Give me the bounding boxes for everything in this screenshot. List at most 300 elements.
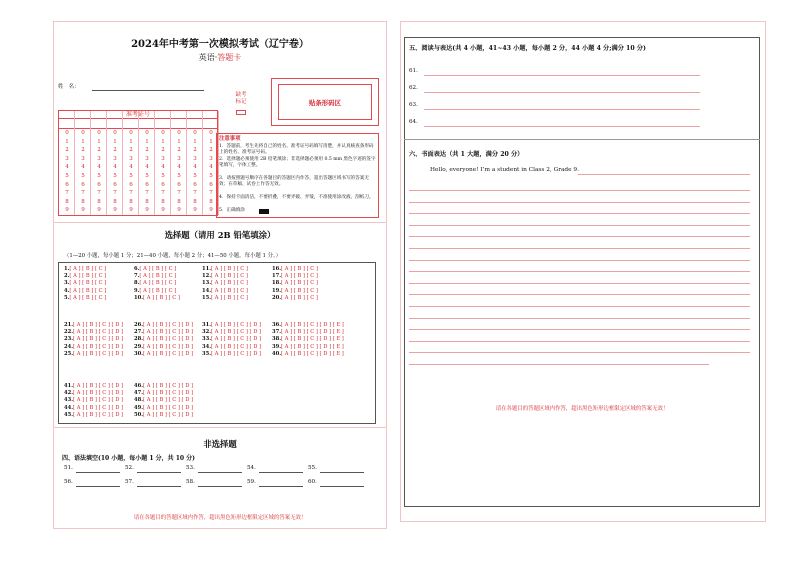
question-number: 16. bbox=[272, 266, 282, 272]
exam-number-bubble[interactable]: 7 bbox=[81, 190, 85, 197]
exam-number-bubble[interactable]: 8 bbox=[113, 198, 117, 205]
answer-options[interactable]: [ A ] [ B ] [ C ] [ D ] bbox=[211, 322, 262, 328]
answer-options[interactable]: [ A ] [ B ] [ C ] [ D ] bbox=[143, 390, 194, 397]
exam-number-bubble[interactable]: 6 bbox=[129, 181, 133, 188]
exam-number-bubble[interactable]: 2 bbox=[81, 147, 85, 154]
exam-number-bubble[interactable]: 3 bbox=[129, 155, 133, 162]
choice-instructions: （1—20 小题，每小题 1 分；21—40 小题，每小题 2 分；41—50 小题，每小题 1 分。） bbox=[64, 253, 282, 259]
exam-number-column bbox=[171, 111, 187, 215]
name-label: 姓 名： bbox=[58, 84, 80, 90]
exam-number-bubble[interactable]: 7 bbox=[145, 190, 149, 197]
question-number: 31. bbox=[202, 322, 212, 328]
choice-question[interactable] bbox=[134, 351, 193, 357]
choice-question[interactable] bbox=[64, 405, 123, 411]
missing-exam-mark-label: 缺考标记 bbox=[235, 92, 247, 105]
question-number: 43. bbox=[64, 397, 74, 404]
answer-options[interactable]: [ A ] [ B ] [ C ] [ D ] bbox=[143, 411, 194, 418]
exam-number-bubble[interactable]: 2 bbox=[193, 147, 197, 154]
choice-question[interactable] bbox=[134, 390, 193, 396]
question-number: 25. bbox=[64, 350, 74, 357]
question-number: 5. bbox=[64, 294, 70, 301]
exam-number-bubble[interactable]: 9 bbox=[129, 207, 133, 214]
choice-question[interactable] bbox=[64, 295, 106, 301]
question-number: 27. bbox=[134, 329, 144, 336]
answer-options[interactable]: [ A ] [ B ] [ C ] [ D ] bbox=[211, 336, 262, 343]
choice-question[interactable] bbox=[202, 295, 248, 301]
grammar-blank-input[interactable] bbox=[320, 472, 364, 473]
question-number: 12. bbox=[202, 273, 212, 280]
exam-number-bubble[interactable]: 9 bbox=[145, 207, 149, 214]
grammar-blank-input[interactable] bbox=[76, 472, 120, 473]
exam-number-bubble[interactable]: 8 bbox=[129, 198, 133, 205]
choice-question[interactable] bbox=[202, 336, 261, 342]
answer-options[interactable]: [ A ] [ B ] [ C ] [ D ] bbox=[73, 329, 124, 336]
answer-options[interactable]: [ A ] [ B ] [ C ] [ D ] bbox=[143, 350, 194, 357]
question-number: 15. bbox=[202, 294, 212, 301]
grammar-blank-number: 55. bbox=[308, 465, 317, 471]
essay-line[interactable] bbox=[409, 202, 750, 203]
exam-number-bubble[interactable]: 6 bbox=[97, 181, 101, 188]
exam-number-bubble[interactable]: 2 bbox=[129, 147, 133, 154]
answer-options[interactable]: [ A ] [ B ] [ C ] bbox=[281, 294, 318, 301]
exam-number-bubble[interactable]: 4 bbox=[113, 164, 117, 171]
essay-line[interactable] bbox=[409, 236, 750, 237]
exam-number-bubble[interactable]: 1 bbox=[145, 138, 149, 145]
exam-number-bubble[interactable]: 4 bbox=[177, 164, 181, 171]
answer-options[interactable]: [ A ] [ B ] [ C ] bbox=[211, 287, 248, 294]
exam-number-bubble[interactable]: 0 bbox=[129, 130, 133, 136]
choice-question[interactable] bbox=[272, 288, 318, 294]
answer-options[interactable]: [ A ] [ B ] [ C ] bbox=[139, 266, 177, 272]
exam-number-bubble[interactable]: 0 bbox=[97, 130, 101, 136]
choice-question[interactable] bbox=[134, 397, 193, 403]
exam-number-bubble[interactable]: 1 bbox=[193, 138, 197, 145]
subject-label: 英语 bbox=[198, 53, 215, 62]
exam-number-bubble[interactable]: 0 bbox=[81, 130, 85, 136]
right-warning: 请在各题目的答题区域内作答，超出黑色矩形边框限定区域的答案无效！ bbox=[495, 406, 669, 412]
answer-options[interactable]: [ A ] [ B ] [ C ] [ D ] [ E ] bbox=[281, 336, 344, 343]
essay-line[interactable] bbox=[578, 174, 750, 175]
choice-question[interactable] bbox=[134, 336, 193, 342]
choice-question[interactable] bbox=[64, 273, 106, 279]
choice-question[interactable] bbox=[134, 266, 176, 272]
grammar-blank-number: 58. bbox=[186, 479, 195, 485]
question-number: 26. bbox=[134, 322, 144, 328]
question-number: 35. bbox=[202, 350, 212, 357]
reading-answer-input[interactable] bbox=[424, 92, 700, 93]
choice-question[interactable] bbox=[64, 390, 123, 396]
exam-number-column bbox=[139, 111, 155, 215]
exam-number-bubble[interactable]: 5 bbox=[193, 173, 197, 179]
exam-number-bubble[interactable]: 5 bbox=[113, 173, 117, 179]
question-number: 47. bbox=[134, 390, 144, 397]
choice-question[interactable] bbox=[272, 351, 344, 357]
exam-number-bubble[interactable]: 8 bbox=[177, 198, 181, 205]
notes-item-4: 4．保持卡面清洁，不要折叠，不要弄破、弄皱，不准使用涂改液、刮纸刀。 bbox=[219, 195, 374, 200]
question-number: 4. bbox=[64, 287, 70, 294]
answer-options[interactable]: [ A ] [ B ] [ C ] bbox=[211, 280, 248, 287]
subject-line bbox=[0, 52, 440, 63]
question-number: 45. bbox=[64, 411, 74, 418]
answer-options[interactable]: [ A ] [ B ] [ C ] [ D ] [ E ] bbox=[281, 322, 344, 328]
exam-number-bubble[interactable]: 1 bbox=[161, 138, 165, 145]
notes-item-3: 3．请按照题号顺序在各题目的答题区内作答，超出答题区域书写的答案无效；在草稿、试卷上作答无效。 bbox=[219, 176, 369, 188]
answer-options[interactable]: [ A ] [ B ] [ C ] [ D ] bbox=[73, 390, 124, 397]
answer-options[interactable]: [ A ] [ B ] [ C ] bbox=[69, 287, 107, 294]
exam-number-bubble[interactable]: 9 bbox=[193, 207, 197, 214]
grammar-blank-input[interactable] bbox=[137, 486, 181, 487]
question-number: 40. bbox=[272, 350, 282, 357]
grammar-blank-input[interactable] bbox=[198, 472, 242, 473]
grammar-blank-number: 57. bbox=[125, 479, 134, 485]
exam-number-bubble[interactable]: 1 bbox=[177, 138, 181, 145]
choice-question[interactable] bbox=[202, 280, 248, 286]
grammar-blank-input[interactable] bbox=[76, 486, 120, 487]
answer-options[interactable]: [ A ] [ B ] [ C ] [ D ] bbox=[73, 343, 124, 350]
choice-question[interactable] bbox=[134, 288, 176, 294]
choice-question[interactable] bbox=[272, 280, 318, 286]
choice-question[interactable] bbox=[64, 266, 106, 272]
exam-number-bubble[interactable]: 0 bbox=[65, 130, 69, 136]
question-number: 8. bbox=[134, 280, 140, 287]
question-number: 18. bbox=[272, 280, 282, 287]
exam-number-bubble[interactable]: 3 bbox=[193, 155, 197, 162]
choice-question[interactable] bbox=[134, 329, 193, 335]
question-number: 19. bbox=[272, 287, 282, 294]
question-number: 6. bbox=[134, 266, 140, 272]
answer-options[interactable]: [ A ] [ B ] [ C ] [ D ] bbox=[143, 329, 194, 336]
exam-number-bubble[interactable]: 8 bbox=[193, 198, 197, 205]
answer-options[interactable]: [ A ] [ B ] [ C ] [ D ] [ E ] bbox=[281, 343, 344, 350]
exam-number-bubble[interactable]: 2 bbox=[177, 147, 181, 154]
choice-question[interactable] bbox=[272, 273, 318, 279]
exam-number-bubble[interactable]: 3 bbox=[145, 155, 149, 162]
question-number: 1. bbox=[64, 266, 70, 272]
exam-number-bubble[interactable]: 3 bbox=[177, 155, 181, 162]
exam-number-bubble[interactable]: 7 bbox=[161, 190, 165, 197]
exam-number-bubble[interactable]: 6 bbox=[209, 181, 213, 188]
exam-number-bubble[interactable]: 4 bbox=[81, 164, 85, 171]
reading-answer-input[interactable] bbox=[424, 75, 700, 76]
choice-question[interactable] bbox=[272, 322, 344, 328]
exam-number-bubble[interactable]: 8 bbox=[161, 198, 165, 205]
exam-number-column bbox=[187, 111, 203, 215]
exam-number-bubble[interactable]: 5 bbox=[161, 173, 165, 179]
exam-number-bubble[interactable]: 6 bbox=[161, 181, 165, 188]
choice-question[interactable] bbox=[64, 383, 123, 389]
exam-number-bubble[interactable]: 4 bbox=[97, 164, 101, 171]
exam-number-column bbox=[123, 111, 139, 215]
exam-number-bubble[interactable]: 8 bbox=[97, 198, 101, 205]
exam-number-bubble[interactable]: 9 bbox=[81, 207, 85, 214]
exam-number-bubble[interactable]: 9 bbox=[161, 207, 165, 214]
exam-number-column bbox=[75, 111, 91, 215]
exam-number-bubble[interactable]: 1 bbox=[113, 138, 117, 145]
grammar-blank-input[interactable] bbox=[320, 486, 364, 487]
grammar-blank-input[interactable] bbox=[198, 486, 242, 487]
exam-number-bubble[interactable]: 6 bbox=[145, 181, 149, 188]
choice-question[interactable] bbox=[64, 336, 123, 342]
answer-options[interactable]: [ A ] [ B ] [ C ] bbox=[281, 287, 318, 294]
choice-question[interactable] bbox=[64, 412, 123, 418]
answer-options[interactable]: [ A ] [ B ] [ C ] bbox=[211, 273, 248, 280]
answer-options[interactable]: [ A ] [ B ] [ C ] [ D ] bbox=[143, 322, 194, 328]
choice-question[interactable] bbox=[202, 351, 261, 357]
choice-question[interactable] bbox=[64, 280, 106, 286]
exam-number-bubble[interactable]: 2 bbox=[209, 147, 213, 154]
choice-question[interactable] bbox=[134, 295, 180, 301]
exam-number-bubble[interactable]: 6 bbox=[113, 181, 117, 188]
essay-line[interactable] bbox=[409, 271, 750, 272]
reading-answer-input[interactable] bbox=[424, 126, 700, 127]
question-number: 29. bbox=[134, 343, 144, 350]
answer-options[interactable]: [ A ] [ B ] [ C ] [ D ] bbox=[73, 322, 124, 328]
question-number: 22. bbox=[64, 329, 74, 336]
exam-number-bubble[interactable]: 0 bbox=[113, 130, 117, 136]
exam-number-bubble[interactable]: 6 bbox=[81, 181, 85, 188]
choice-question[interactable] bbox=[134, 405, 193, 411]
question-number: 39. bbox=[272, 343, 282, 350]
exam-number-bubble[interactable]: 5 bbox=[145, 173, 149, 179]
exam-number-bubble[interactable]: 0 bbox=[209, 130, 213, 136]
answer-options[interactable]: [ A ] [ B ] [ C ] bbox=[69, 273, 107, 280]
choice-question[interactable] bbox=[272, 329, 344, 335]
question-number: 37. bbox=[272, 329, 282, 336]
exam-number-bubble[interactable]: 8 bbox=[81, 198, 85, 205]
exam-number-bubble[interactable]: 1 bbox=[65, 138, 69, 145]
grammar-blank-input[interactable] bbox=[259, 472, 303, 473]
essay-line[interactable] bbox=[409, 190, 750, 191]
exam-number-bubble[interactable]: 7 bbox=[113, 190, 117, 197]
essay-line[interactable] bbox=[409, 364, 709, 365]
exam-number-bubble[interactable]: 7 bbox=[97, 190, 101, 197]
exam-number-bubble[interactable]: 3 bbox=[209, 155, 213, 162]
question-number: 24. bbox=[64, 343, 74, 350]
choice-question[interactable] bbox=[64, 288, 106, 294]
answer-options[interactable]: [ A ] [ B ] [ C ] [ D ] bbox=[73, 383, 124, 389]
exam-number-bubble[interactable]: 9 bbox=[65, 207, 69, 214]
exam-number-bubble[interactable]: 1 bbox=[129, 138, 133, 145]
exam-number-bubble[interactable]: 2 bbox=[113, 147, 117, 154]
exam-number-bubble[interactable]: 6 bbox=[177, 181, 181, 188]
answer-options[interactable]: [ A ] [ B ] [ C ] bbox=[281, 280, 318, 287]
exam-number-bubble[interactable]: 5 bbox=[177, 173, 181, 179]
exam-number-bubble[interactable]: 3 bbox=[161, 155, 165, 162]
choice-question[interactable] bbox=[134, 383, 193, 389]
exam-number-bubble[interactable]: 2 bbox=[65, 147, 69, 154]
question-number: 11. bbox=[202, 266, 212, 272]
answer-options[interactable]: [ A ] [ B ] [ C ] bbox=[211, 266, 248, 272]
essay-line[interactable] bbox=[409, 318, 750, 319]
essay-line[interactable] bbox=[409, 283, 750, 284]
exam-number-bubble[interactable]: 0 bbox=[193, 130, 197, 136]
exam-number-bubble[interactable]: 4 bbox=[161, 164, 165, 171]
choice-question[interactable] bbox=[134, 273, 176, 279]
exam-number-bubble[interactable]: 0 bbox=[161, 130, 165, 136]
exam-number-bubble[interactable]: 9 bbox=[113, 207, 117, 214]
exam-number-bubble[interactable]: 7 bbox=[129, 190, 133, 197]
exam-number-bubble[interactable]: 7 bbox=[193, 190, 197, 197]
answer-options[interactable]: [ A ] [ B ] [ C ] [ D ] bbox=[211, 329, 262, 336]
grammar-blank-input[interactable] bbox=[259, 486, 303, 487]
answer-options[interactable]: [ A ] [ B ] [ C ] [ D ] bbox=[211, 350, 262, 357]
exam-number-bubble[interactable]: 3 bbox=[113, 155, 117, 162]
answer-options[interactable]: [ A ] [ B ] [ C ] [ D ] bbox=[211, 343, 262, 350]
choice-question[interactable] bbox=[134, 280, 176, 286]
exam-number-label: 准考证号 bbox=[59, 110, 217, 119]
reading-answer-number: 61. bbox=[409, 68, 418, 74]
barcode-area-label: 贴条形码区 bbox=[309, 99, 341, 107]
exam-number-bubble[interactable]: 8 bbox=[209, 198, 213, 205]
answer-options[interactable]: [ A ] [ B ] [ C ] [ D ] bbox=[73, 336, 124, 343]
grammar-blank-input[interactable] bbox=[137, 472, 181, 473]
exam-number-bubble[interactable]: 5 bbox=[97, 173, 101, 179]
question-number: 17. bbox=[272, 273, 282, 280]
choice-question[interactable] bbox=[202, 329, 261, 335]
answer-options[interactable]: [ A ] [ B ] [ C ] bbox=[281, 273, 318, 280]
exam-number-bubble[interactable]: 9 bbox=[177, 207, 181, 214]
exam-number-bubble[interactable]: 2 bbox=[97, 147, 101, 154]
choice-question[interactable] bbox=[272, 344, 344, 350]
essay-line[interactable] bbox=[409, 260, 750, 261]
answer-options[interactable]: [ A ] [ B ] [ C ] bbox=[139, 273, 177, 280]
answer-options[interactable]: [ A ] [ B ] [ C ] [ D ] [ E ] bbox=[281, 329, 344, 336]
answer-options[interactable]: [ A ] [ B ] [ C ] bbox=[281, 266, 318, 272]
question-number: 42. bbox=[64, 390, 74, 397]
exam-number-bubble[interactable]: 5 bbox=[129, 173, 133, 179]
essay-line[interactable] bbox=[409, 248, 750, 249]
answer-options[interactable]: [ A ] [ B ] [ C ] [ D ] bbox=[73, 397, 124, 404]
answer-options[interactable]: [ A ] [ B ] [ C ] [ D ] bbox=[143, 343, 194, 350]
missing-exam-checkbox[interactable] bbox=[236, 110, 246, 115]
essay-line[interactable] bbox=[409, 294, 750, 295]
question-number: 30. bbox=[134, 350, 144, 357]
answer-options[interactable]: [ A ] [ B ] [ C ] bbox=[211, 294, 248, 301]
answer-options[interactable]: [ A ] [ B ] [ C ] bbox=[139, 280, 177, 287]
answer-options[interactable]: [ A ] [ B ] [ C ] [ D ] [ E ] bbox=[281, 350, 344, 357]
exam-number-bubble[interactable]: 7 bbox=[65, 190, 69, 197]
grammar-blank-number: 60. bbox=[308, 479, 317, 485]
reading-answer-number: 63. bbox=[409, 102, 418, 108]
exam-number-bubble[interactable]: 3 bbox=[81, 155, 85, 162]
exam-number-bubble[interactable]: 0 bbox=[145, 130, 149, 136]
answer-options[interactable]: [ A ] [ B ] [ C ] bbox=[143, 294, 180, 301]
exam-number-bubble[interactable]: 1 bbox=[209, 138, 213, 145]
choice-question[interactable] bbox=[64, 322, 123, 328]
question-number: 34. bbox=[202, 343, 212, 350]
reading-answer-input[interactable] bbox=[424, 109, 700, 110]
exam-number-bubble[interactable]: 8 bbox=[145, 198, 149, 205]
essay-line[interactable] bbox=[409, 213, 750, 214]
exam-number-bubble[interactable]: 4 bbox=[145, 164, 149, 171]
exam-number-bubble[interactable]: 8 bbox=[65, 198, 69, 205]
choice-question[interactable] bbox=[134, 412, 193, 418]
exam-number-bubble[interactable]: 5 bbox=[81, 173, 85, 179]
answer-options[interactable]: [ A ] [ B ] [ C ] [ D ] bbox=[73, 350, 124, 357]
question-number: 23. bbox=[64, 336, 74, 343]
page-title: 2024年中考第一次模拟考试（辽宁卷） bbox=[131, 39, 309, 50]
choice-question[interactable] bbox=[202, 288, 248, 294]
reading-section-title: 五、阅读与表达(共 4 小题，41~43 小题，每小题 2 分，44 小题 4 分;满分 10 分) bbox=[409, 45, 646, 52]
choice-question[interactable] bbox=[272, 266, 318, 272]
exam-number-bubble[interactable]: 4 bbox=[193, 164, 197, 171]
answer-options[interactable]: [ A ] [ B ] [ C ] [ D ] bbox=[143, 404, 194, 411]
choice-question[interactable] bbox=[134, 322, 193, 328]
choice-question[interactable] bbox=[134, 344, 193, 350]
exam-number-bubble[interactable]: 3 bbox=[65, 155, 69, 162]
exam-number-bubble[interactable]: 0 bbox=[177, 130, 181, 136]
choice-question[interactable] bbox=[202, 322, 261, 328]
exam-number-bubble[interactable]: 5 bbox=[65, 173, 69, 179]
answer-options[interactable]: [ A ] [ B ] [ C ] [ D ] bbox=[73, 404, 124, 411]
answer-options[interactable]: [ A ] [ B ] [ C ] bbox=[69, 280, 107, 287]
question-number: 41. bbox=[64, 383, 74, 389]
question-number: 36. bbox=[272, 322, 282, 328]
exam-number-bubble[interactable]: 6 bbox=[193, 181, 197, 188]
choice-question[interactable] bbox=[64, 344, 123, 350]
answer-options[interactable]: [ A ] [ B ] [ C ] bbox=[69, 294, 107, 301]
choice-question[interactable] bbox=[64, 329, 123, 335]
sheet-label: 答题卡 bbox=[217, 53, 242, 62]
answer-options[interactable]: [ A ] [ B ] [ C ] [ D ] bbox=[143, 383, 194, 389]
choice-question[interactable] bbox=[202, 344, 261, 350]
answer-options[interactable]: [ A ] [ B ] [ C ] [ D ] bbox=[73, 411, 124, 418]
choice-question[interactable] bbox=[272, 336, 344, 342]
choice-question[interactable] bbox=[202, 266, 248, 272]
exam-number-bubble[interactable]: 4 bbox=[129, 164, 133, 171]
answer-options[interactable]: [ A ] [ B ] [ C ] bbox=[139, 287, 177, 294]
name-input[interactable] bbox=[92, 90, 204, 91]
essay-line[interactable] bbox=[409, 306, 750, 307]
exam-number-bubble[interactable]: 1 bbox=[97, 138, 101, 145]
exam-number-bubble[interactable]: 9 bbox=[209, 207, 213, 214]
reading-divider bbox=[404, 139, 760, 140]
writing-section-title: 六、书面表达（共 1 大题，满分 20 分） bbox=[409, 151, 524, 158]
notes-item-2: 2．选择题必须使用 2B 铅笔填涂；非选择题必须用 0.5 mm 黑色字迹的签字笔填写，字体工整。 bbox=[219, 157, 376, 169]
non-choice-title: 非选择题 bbox=[203, 439, 237, 449]
choice-title: 选择题（请用 2B 铅笔填涂） bbox=[164, 230, 276, 240]
exam-number-bubble[interactable]: 9 bbox=[97, 207, 101, 214]
question-number: 2. bbox=[64, 273, 70, 280]
exam-number-bubble[interactable]: 4 bbox=[65, 164, 69, 171]
choice-question[interactable] bbox=[272, 295, 318, 301]
notes-title: 注意事项 bbox=[219, 136, 241, 142]
answer-options[interactable]: [ A ] [ B ] [ C ] [ D ] bbox=[143, 336, 194, 343]
essay-line[interactable] bbox=[409, 225, 750, 226]
exam-number-bubble[interactable]: 7 bbox=[209, 190, 213, 197]
exam-number-bubble[interactable]: 4 bbox=[209, 164, 213, 171]
exam-number-bubble[interactable]: 3 bbox=[97, 155, 101, 162]
exam-number-bubble[interactable]: 5 bbox=[209, 173, 213, 179]
exam-number-grid bbox=[58, 110, 218, 216]
essay-line[interactable] bbox=[409, 341, 750, 342]
exam-number-bubble[interactable]: 1 bbox=[81, 138, 85, 145]
exam-number-bubble[interactable]: 7 bbox=[177, 190, 181, 197]
exam-number-bubble[interactable]: 2 bbox=[161, 147, 165, 154]
choice-question[interactable] bbox=[64, 397, 123, 403]
exam-number-bubble[interactable]: 6 bbox=[65, 181, 69, 188]
essay-line[interactable] bbox=[409, 329, 750, 330]
notes-item-5: 5．正确填涂 bbox=[219, 208, 245, 213]
choice-question[interactable] bbox=[202, 273, 248, 279]
answer-options[interactable]: [ A ] [ B ] [ C ] [ D ] bbox=[143, 397, 194, 404]
choice-question[interactable] bbox=[64, 351, 123, 357]
essay-line[interactable] bbox=[409, 352, 750, 353]
exam-number-bubble[interactable]: 2 bbox=[145, 147, 149, 154]
answer-options[interactable]: [ A ] [ B ] [ C ] bbox=[69, 266, 107, 272]
question-number: 48. bbox=[134, 397, 144, 404]
subject-dot: · bbox=[214, 53, 218, 62]
